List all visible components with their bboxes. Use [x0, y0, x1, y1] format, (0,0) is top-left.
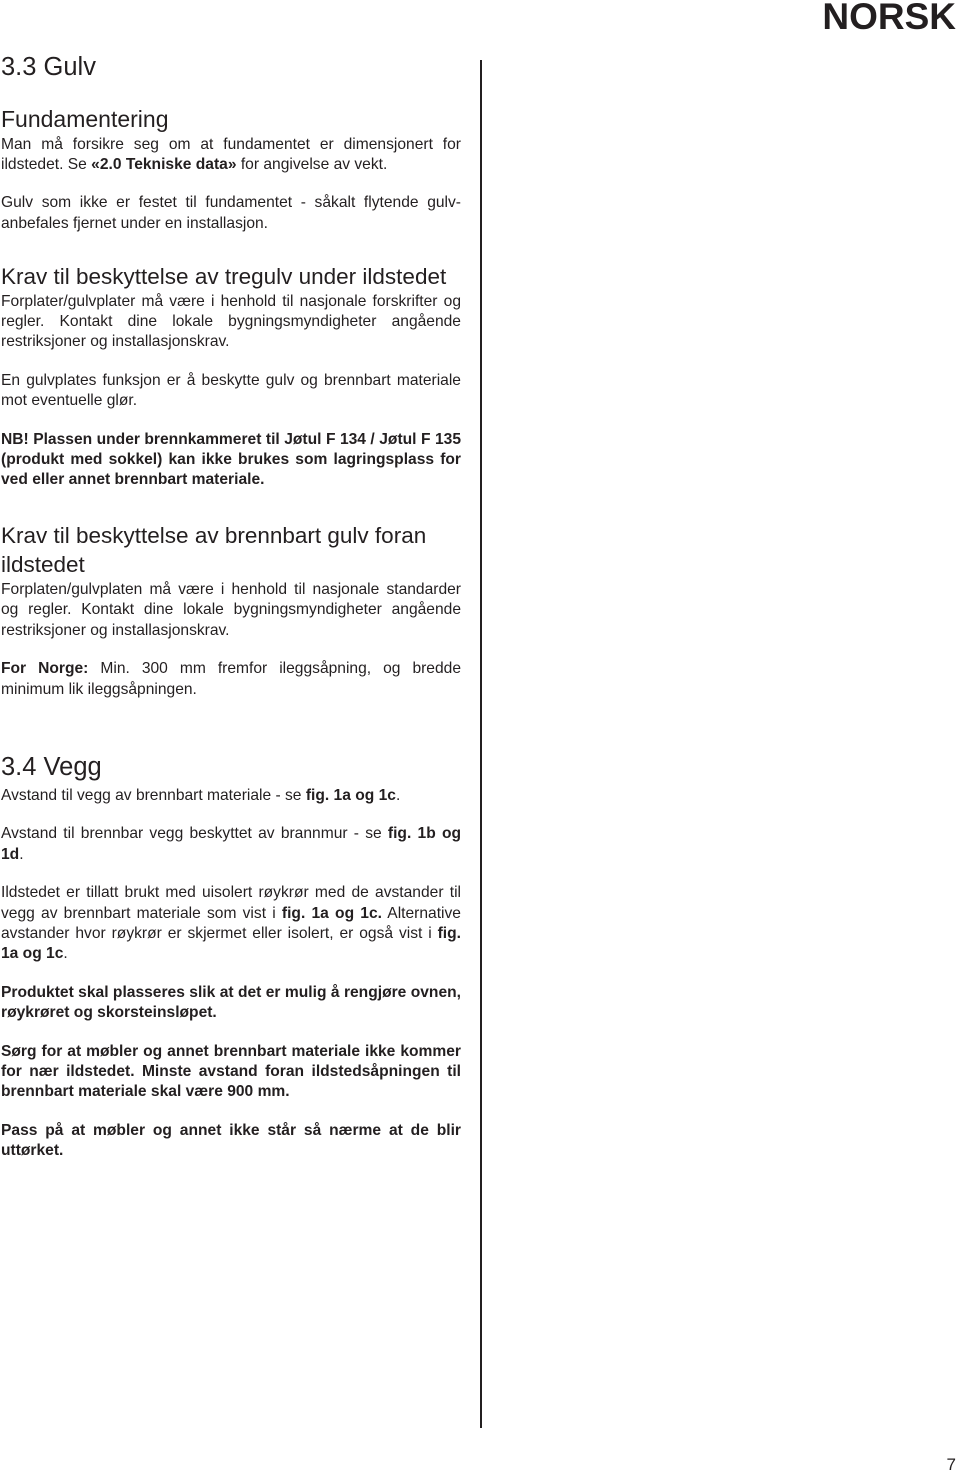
paragraph-brannmur	[1, 824, 461, 865]
heading-tregulv: Krav til beskyttelse av tregulv under ildstedet	[1, 264, 447, 290]
column-divider	[480, 60, 482, 1428]
page-number: 7	[946, 1455, 956, 1474]
text-segment: .	[19, 845, 24, 863]
text-segment: Ildstedet er tillatt brukt med uisolert røykrør med de avstander til vegg av brennbart materiale som vist i	[1, 884, 461, 922]
paragraph-fundament-dimensjon	[1, 135, 461, 176]
paragraph-uttorket: Pass på at møbler og annet ikke står så nærme at de blir uttørket.	[1, 1121, 461, 1160]
paragraph-flytende-gulv: Gulv som ikke er festet til fundamentet - såkalt flytende gulv- anbefales fjernet under en installasjon.	[1, 194, 461, 232]
paragraph-gulvplate-funksjon: En gulvplates funksjon er å beskytte gulv og brennbart materiale mot eventuelle glør.	[1, 371, 461, 410]
text-segment: Avstand til vegg av brennbart materiale - se	[1, 786, 306, 804]
reference-fig-1a-1c: fig. 1a og 1c	[1, 924, 461, 963]
section-title-gulv: 3.3 Gulv	[1, 53, 96, 81]
notice-nb-lagringsplass: NB! Plassen under brennkammeret til Jøtul F 134 / Jøtul F 135 (produkt med sokkel) kan ikke brukes som lagringsplass for ved eller annet brennbart materiale.	[1, 430, 461, 489]
reference-fig-1a-1c: fig. 1a og 1c	[305, 786, 396, 804]
section-title-vegg: 3.4 Vegg	[1, 752, 102, 781]
heading-fundamentering: Fundamentering	[1, 106, 169, 132]
left-column	[1, 50, 461, 1162]
reference-fig-1b-1d: fig. 1b og 1d	[1, 825, 461, 863]
text-segment: Alternative avstander hvor røykrør er skjermet eller isolert, er også vist i	[1, 904, 461, 942]
text-segment: Avstand til brennbar vegg beskyttet av brannmur - se	[1, 825, 388, 843]
paragraph-uisolert-roykror	[1, 883, 461, 965]
paragraph-avstand-vegg	[1, 786, 461, 806]
text-segment: .	[63, 945, 68, 963]
text-segment: Man må forsikre seg om at fundamentet er dimensjonert for ildstedet. Se	[1, 135, 461, 173]
paragraph-minste-avstand: Sørg for at møbler og annet brennbart materiale ikke kommer for nær ildstedet. Minste avstand foran ildstedsåpningen til brennbart materiale skal være 900 mm.	[1, 1042, 461, 1101]
language-label: NORSK	[822, 0, 956, 37]
paragraph-forplater: Forplater/gulvplater må være i henhold til nasjonale forskrifter og regler. Kontakt dine lokale bygningsmyndigheter angående restriksjoner og installasjonskrav.	[1, 292, 461, 351]
reference-tekniske-data: «2.0 Tekniske data»	[91, 155, 237, 173]
label-for-norge: For Norge:	[1, 660, 89, 678]
paragraph-forplaten: Forplaten/gulvplaten må være i henhold til nasjonale standarder og regler. Kontakt dine lokale bygningsmyndigheter angående restriksjoner og installasjonskrav.	[1, 580, 461, 639]
text-segment: Min. 300 mm fremfor ileggsåpning, og bredde minimum lik ileggsåpningen.	[1, 660, 461, 698]
text-segment: .	[395, 786, 401, 804]
paragraph-for-norge	[1, 659, 461, 700]
reference-fig-1a-1c: fig. 1a og 1c.	[281, 904, 382, 922]
text-segment: for angivelse av vekt.	[236, 155, 388, 173]
heading-brennbart-gulv: Krav til beskyttelse av brennbart gulv foran ildstedet	[1, 522, 427, 578]
paragraph-rengjoring: Produktet skal plasseres slik at det er mulig å rengjøre ovnen, røykrøret og skorsteinsløpet.	[1, 983, 461, 1022]
